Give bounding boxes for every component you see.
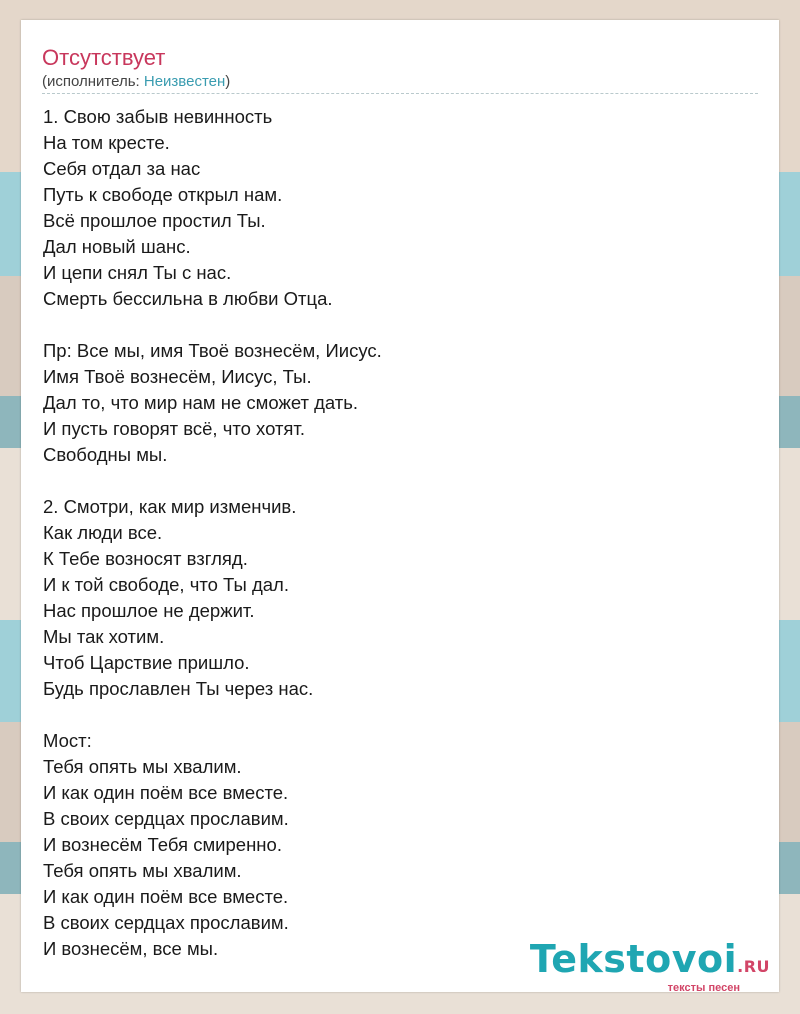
lyric-line: 1. Свою забыв невинность	[43, 106, 273, 127]
artist-prefix: (исполнитель:	[42, 73, 144, 90]
logo-domain: .RU	[737, 957, 770, 976]
song-title: Отсутствует	[42, 45, 166, 70]
header-divider	[42, 93, 758, 94]
lyric-line: Мост:	[43, 730, 92, 751]
site-logo[interactable]	[530, 939, 770, 994]
lyric-line: К Тебе возносят взгляд.	[43, 548, 248, 569]
lyric-line: Как люди все.	[43, 522, 163, 543]
lyric-line: В своих сердцах прославим.	[43, 808, 289, 829]
lyric-line: Мы так хотим.	[43, 626, 165, 647]
lyric-line: И пусть говорят всё, что хотят.	[43, 418, 305, 439]
lyric-line: Смерть бессильна в любви Отца.	[43, 288, 333, 309]
lyric-line: Дал новый шанс.	[43, 236, 191, 257]
lyric-line: Себя отдал за нас	[43, 158, 201, 179]
lyric-line: Чтоб Царствие пришло.	[43, 652, 250, 673]
lyric-line: Дал то, что мир нам не сможет дать.	[43, 392, 359, 413]
lyric-line: И как один поём все вместе.	[43, 782, 289, 803]
lyric-line: И к той свободе, что Ты дал.	[43, 574, 289, 595]
lyrics-stanza	[43, 338, 382, 468]
logo-name: Tekstovoi	[529, 937, 738, 981]
lyric-line: И вознесём, все мы.	[43, 938, 219, 959]
lyric-line: Тебя опять мы хвалим.	[43, 860, 242, 881]
lyric-line: В своих сердцах прославим.	[43, 912, 289, 933]
lyric-line: 2. Смотри, как мир изменчив.	[43, 496, 297, 517]
lyric-line: И вознесём Тебя смиренно.	[43, 834, 282, 855]
lyric-line: Нас прошлое не держит.	[43, 600, 255, 621]
lyrics-card	[21, 20, 779, 992]
lyric-line: Будь прославлен Ты через нас.	[43, 678, 314, 699]
artist-line	[42, 73, 230, 91]
lyric-line: Пр: Все мы, имя Твоё вознесём, Иисус.	[43, 340, 382, 361]
lyric-line: И цепи снял Ты с нас.	[43, 262, 232, 283]
lyric-line: Тебя опять мы хвалим.	[43, 756, 242, 777]
lyrics-stanza	[43, 728, 382, 962]
lyric-line: На том кресте.	[43, 132, 170, 153]
lyrics-body	[43, 104, 382, 988]
lyric-line: Имя Твоё вознесём, Иисус, Ты.	[43, 366, 312, 387]
lyric-line: И как один поём все вместе.	[43, 886, 289, 907]
lyrics-stanza	[43, 104, 382, 312]
logo-wordmark	[530, 939, 770, 987]
lyric-line: Всё прошлое простил Ты.	[43, 210, 266, 231]
lyric-line: Свободны мы.	[43, 444, 168, 465]
logo-tagline: тексты песен	[667, 982, 740, 994]
lyrics-stanza	[43, 494, 382, 702]
artist-link[interactable]: Неизвестен	[143, 73, 226, 90]
lyric-line: Путь к свободе открыл нам.	[43, 184, 283, 205]
artist-suffix: )	[225, 73, 231, 90]
